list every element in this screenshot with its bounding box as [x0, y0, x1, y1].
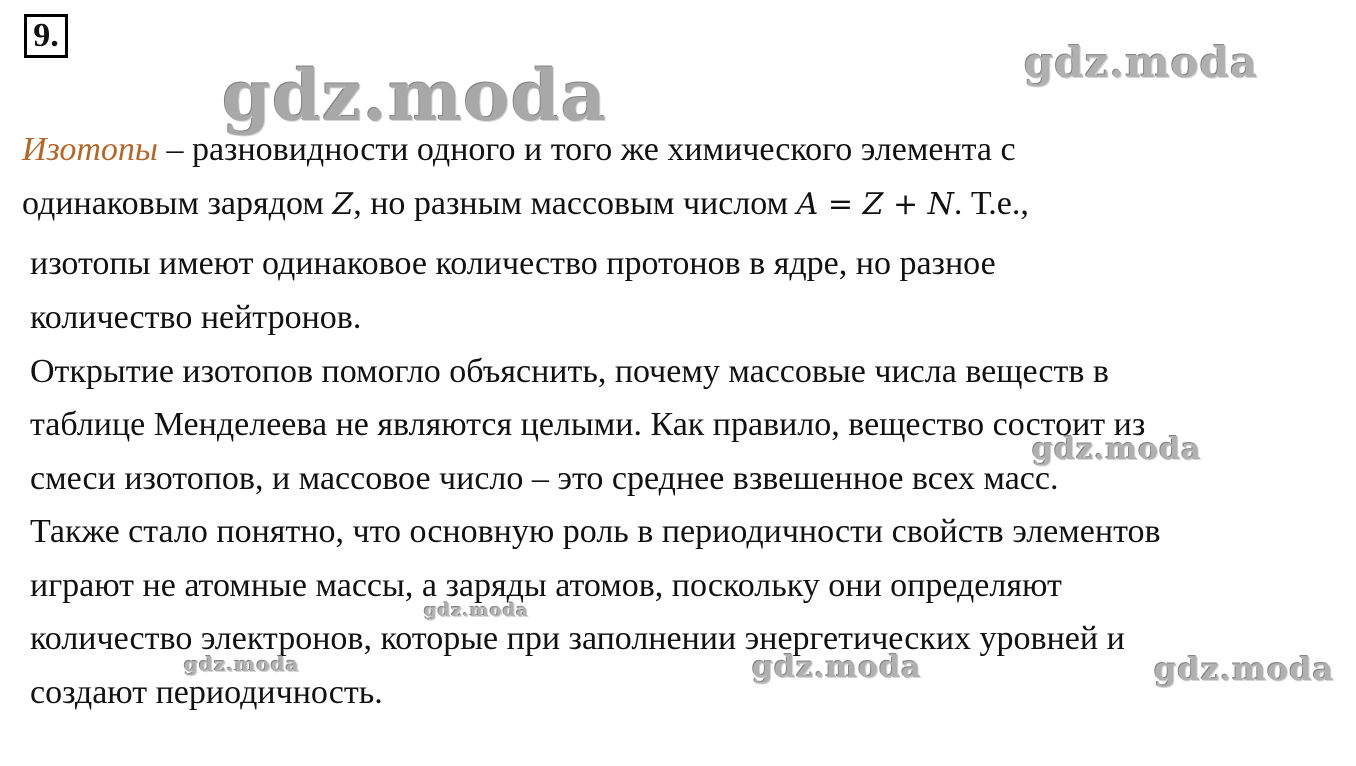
text-line-5: Открытие изотопов помогло объяснить, почему массовые числа веществ в	[30, 353, 1109, 390]
text-line-9: играют не атомные массы, а заряды атомов, поскольку они определяют	[30, 567, 1062, 604]
math-plus: +	[883, 187, 928, 222]
term-isotopes: Изотопы	[22, 131, 158, 168]
text-line-1	[22, 130, 1016, 170]
watermark-small-2: gdz.moda	[184, 652, 300, 676]
watermark-large: gdz.moda	[222, 54, 608, 137]
task-number-box	[24, 14, 68, 58]
text-line-7: смеси изотопов, и массовое число – это среднее взвешенное всех масс.	[30, 460, 1059, 497]
line2-part-c: . Т.е.,	[953, 185, 1029, 222]
math-equals: =	[818, 187, 863, 222]
text-line-2	[22, 184, 1029, 225]
watermark-bottom-right: gdz.moda	[1154, 650, 1335, 688]
line2-part-b: , но разным массовым числом	[353, 185, 797, 222]
watermark-top-right: gdz.moda	[1024, 38, 1259, 87]
watermark-mid-right: gdz.moda	[1032, 432, 1202, 467]
line2-part-a: одинаковым зарядом	[22, 185, 333, 222]
text-line-11: создают периодичность.	[30, 674, 383, 711]
math-z2: Z	[862, 187, 884, 222]
text-line-4: количество нейтронов.	[30, 299, 362, 336]
math-a: A	[796, 187, 819, 222]
text-line-3: изотопы имеют одинаковое количество протонов в ядре, но разное	[30, 245, 996, 282]
task-number: 9.	[33, 17, 59, 54]
math-z: Z	[332, 187, 354, 222]
text-line-6: таблице Менделеева не являются целыми. Как правило, вещество состоит из	[30, 406, 1146, 443]
text-line-8: Также стало понятно, что основную роль в периодичности свойств элементов	[30, 513, 1161, 550]
text-line-10: количество электронов, которые при заполнении энергетических уровней и	[30, 620, 1125, 657]
watermark-bottom-mid: gdz.moda	[752, 650, 922, 685]
math-n: N	[927, 187, 954, 222]
definition-text: – разновидности одного и того же химического элемента с	[157, 131, 1016, 168]
watermark-small-1: gdz.moda	[424, 600, 529, 621]
